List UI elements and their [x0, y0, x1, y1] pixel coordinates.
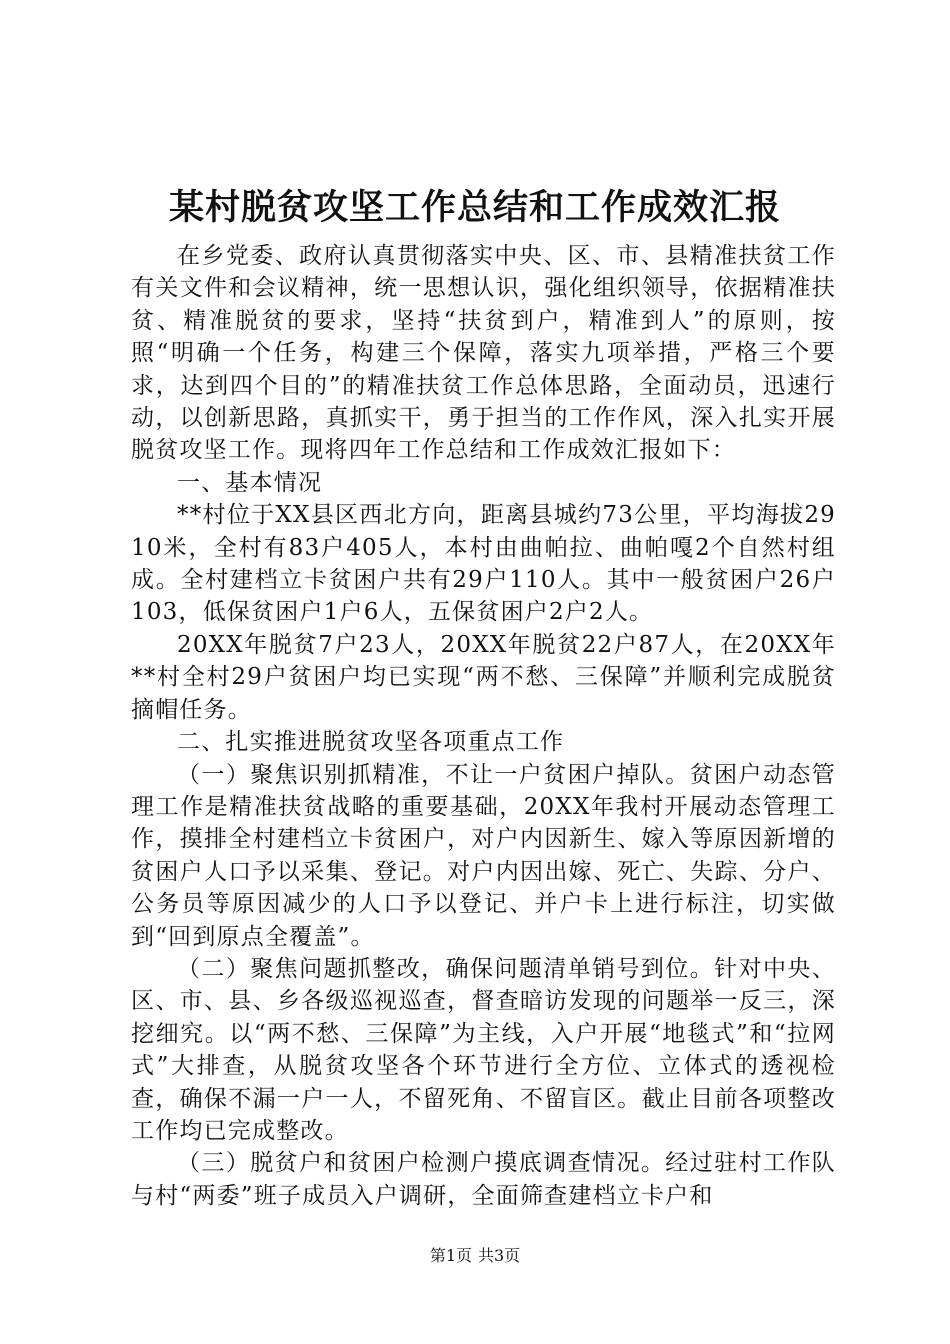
key-work-item-2: （二）聚焦问题抓整改，确保问题清单销号到位。针对中央、区、市、县、乡各级巡视巡查，督查暗访发现的问题举一反三，深挖细究。以“两不愁、三保障”为主线，入户开展“地毯式”和“拉网式”大排查，从脱贫攻坚各个环节进行全方位、立体式的透视检查，确保不漏一户一人，不留死角、不留盲区。截止目前各项整改工作均已完成整改。 — [131, 955, 836, 1144]
intro-paragraph: 在乡党委、政府认真贯彻落实中央、区、市、县精准扶贫工作有关文件和会议精神，统一思想认识，强化组织领导，依据精准扶贫、精准脱贫的要求，坚持“扶贫到户，精准到人”的原则，按照“明确一个任务，构建三个保障，落实九项举措，严格三个要求，达到四个目的”的精准扶贫工作总体思路，全面动员，迅速行动，以创新思路，真抓实干，勇于担当的工作作风，深入扎实开展脱贫攻坚工作。现将四年工作总结和工作成效汇报如下： — [131, 243, 836, 464]
page-footer — [0, 1245, 950, 1267]
section-heading-basic-situation: 一、基本情况 — [177, 469, 323, 496]
section-heading-key-work: 二、扎实推进脱贫攻坚各项重点工作 — [177, 729, 565, 756]
document-body — [131, 240, 836, 1212]
village-info-paragraph: **村位于XX县区西北方向，距离县城约73公里，平均海拔2910米，全村有83户405人，本村由曲帕拉、曲帕嘎2个自然村组成。全村建档立卡贫困户共有29户110人。其中一般贫困户26户103，低保贫困户1户6人，五保贫困户2户2人。 — [131, 502, 836, 626]
key-work-item-3: （三）脱贫户和贫困户检测户摸底调查情况。经过驻村工作队与村“两委”班子成员入户调研，全面筛查建档立卡户和 — [131, 1150, 836, 1209]
key-work-item-1: （一）聚焦识别抓精准，不让一户贫困户掉队。贫困户动态管理工作是精准扶贫战略的重要基础，20XX年我村开展动态管理工作，摸排全村建档立卡贫困户，对户内因新生、嫁入等原因新增的贫困户人口予以采集、登记。对户内因出嫁、死亡、失踪、分户、公务员等原因减少的人口予以登记、并户卡上进行标注，切实做到“回到原点全覆盖”。 — [131, 761, 836, 950]
poverty-exit-paragraph: 20XX年脱贫7户23人，20XX年脱贫22户87人，在20XX年**村全村29户贫困户均已实现“两不愁、三保障”并顺利完成脱贫摘帽任务。 — [131, 631, 836, 723]
page-number: 第1页 — [429, 1246, 472, 1265]
page-total: 共3页 — [478, 1246, 521, 1265]
document-title: 某村脱贫攻坚工作总结和工作成效汇报 — [168, 187, 781, 228]
